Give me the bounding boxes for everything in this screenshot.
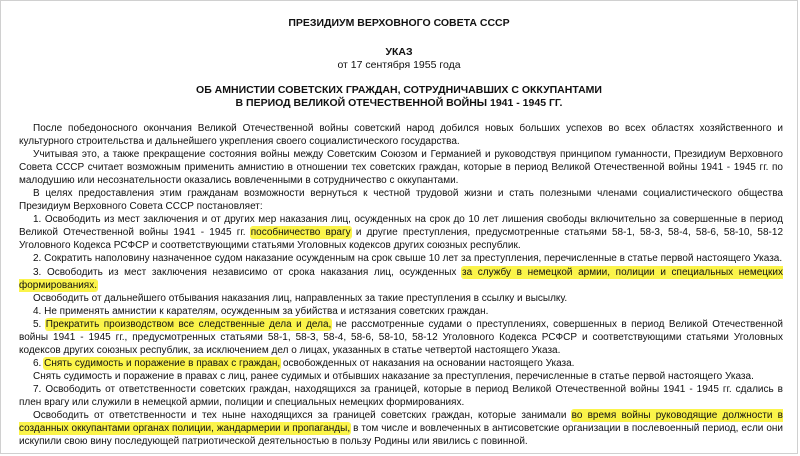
- highlight-german-service: за службу в немецкой армии, полиции и специальных немецких формированиях.: [19, 266, 783, 291]
- paragraph-article-6-prior: Снять судимость и поражение в правах с лиц, ранее судимых и отбывших наказание за преступления, перечисленные в статье первой настоящего Указа.: [33, 370, 754, 382]
- paragraph-article-2: 2. Сократить наполовину назначенное судом наказание осужденным на срок свыше 10 лет за преступления, перечисленные в статье первой настоящего Указа.: [33, 253, 783, 265]
- highlight-remove-conviction: Снять судимость и поражение в правах с граждан,: [44, 357, 281, 369]
- highlight-terminate-cases: Прекратить производством все следственные дела и дела,: [45, 318, 332, 330]
- document-title-line-1: ОБ АМНИСТИИ СОВЕТСКИХ ГРАЖДАН, СОТРУДНИЧАВШИХ С ОККУПАНТАМИ: [196, 84, 602, 96]
- article-5-number: 5.: [33, 318, 42, 330]
- article-1-text-end: и другие преступления, предусмотренные статьями 58-1, 58-3, 58-4, 58-6, 58-10, 58-12 Уголовного Кодекса РСФСР и соответствующими статьями Уголовных кодексов других союзных республик.: [19, 227, 784, 252]
- paragraph-preamble-2: Учитывая это, а также прекращение состояния войны между Советским Союзом и Германией и руководствуя принципом гуманности, Президиум Верховного Совета СССР считает возможным применить амнистию в отношении тех советских граждан, которые в период Великой Отечественной войны 1941 - 1945 гг. по малодушию или несознательности оказались вовлеченными в сотрудничество с оккупантами.: [19, 149, 783, 187]
- article-1-text-start: 1. Освободить из мест заключения и от других мер наказания лиц, осужденных на срок до 10 лет лишения свободы включительно за совершенные в период Великой Отечественной войны 1941 - 1945 гг.: [19, 214, 783, 239]
- highlight-leadership-positions: во время войны руководящие должности в созданных оккупантами органах полиции, жандармерии и пропаганды,: [19, 410, 783, 435]
- article-7b-text-end: в том числе и вовлеченных в антисоветские организации в послевоенный период, если они искупили свою вину последующей патриотической деятельностью в пользу Родины или явились с повинной.: [19, 423, 783, 448]
- paragraph-preamble-1: После победоносного окончания Великой Отечественной войны советский народ добился новых больших успехов во всех областях хозяйственного и культурного строительства и дальнейшего укрепления своего социалистического государства.: [19, 123, 783, 148]
- article-5-text-end: не рассмотренные судами о преступлениях, совершенных в период Великой Отечественной войны 1941 - 1945 гг., предусмотренных статьями 58-1, 58-3, 58-4, 58-6, 58-10, 58-12 Уголовного Кодекса РСФСР и соответствующими статьями Уголовных кодексов других союзных республик, за исключением дел о лицах, указанных в статье четвертой настоящего Указа.: [19, 318, 783, 356]
- decree-body: [19, 122, 783, 448]
- document-title-line-2: В ПЕРИОД ВЕЛИКОЙ ОТЕЧЕСТВЕННОЙ ВОЙНЫ 1941 - 1945 ГГ.: [235, 97, 563, 109]
- paragraph-article-3: [19, 266, 783, 292]
- paragraph-article-1: [19, 213, 783, 252]
- article-6-number: 6.: [33, 357, 42, 369]
- paragraph-article-3-exile: Освободить от дальнейшего отбывания наказания лиц, направленных за такие преступления в ссылку и высылку.: [33, 292, 568, 304]
- article-3-text-start: 3. Освободить из мест заключения независимо от срока наказания лиц, осужденных: [33, 266, 457, 278]
- paragraph-article-7: 7. Освободить от ответственности советских граждан, находящихся за границей, которые в период Великой Отечественной войны 1941 - 1945 гг. сдались в плен врагу или служили в немецкой армии, полиции и специальных немецких формированиях.: [19, 383, 783, 408]
- issuer-heading: ПРЕЗИДИУМ ВЕРХОВНОГО СОВЕТА СССР: [288, 17, 510, 29]
- article-6-text-end: освобожденных от наказания на основании настоящего Указа.: [283, 357, 575, 369]
- paragraph-article-7-abroad: [19, 409, 783, 448]
- document-type-heading: УКАЗ: [385, 46, 413, 58]
- highlight-collaboration: пособничество врагу: [250, 227, 351, 239]
- paragraph-article-5: [19, 318, 783, 357]
- document-date: от 17 сентября 1955 года: [337, 59, 461, 71]
- article-7b-text-start: Освободить от ответственности и тех ныне находящихся за границей советских граждан, которые занимали: [33, 410, 567, 422]
- paragraph-article-4: 4. Не применять амнистии к карателям, осужденным за убийства и истязания советских граждан.: [33, 305, 489, 317]
- paragraph-article-6: [19, 357, 783, 370]
- paragraph-preamble-3: В целях предоставления этим гражданам возможности вернуться к честной трудовой жизни и стать полезными членами социалистического общества Президиум Верховного Совета СССР постановляет:: [19, 188, 783, 213]
